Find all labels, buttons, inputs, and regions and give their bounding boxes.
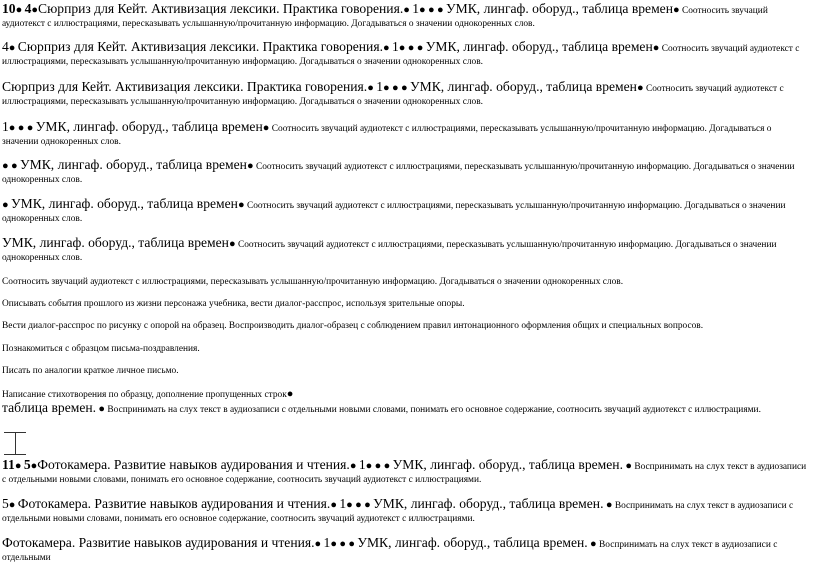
bullet: ●	[383, 460, 391, 472]
bullet: ●	[2, 199, 9, 211]
bullet: ●	[400, 82, 408, 94]
bullet: ●	[11, 160, 18, 172]
bullet: ●	[374, 460, 382, 472]
goal-text: Соотносить звучаций аудиотекст с иллюстрациями, пересказывать услышанную/прочитанную информацию. Догадываться о значении однокоренных слов.	[2, 240, 777, 263]
line-4	[2, 120, 810, 149]
goal-text: Соотносить звучаций аудиотекст с иллюстрациями, пересказывать услышанную/прочитанную информацию. Догадываться о значении однокоренных слов.	[2, 44, 800, 67]
bullet: ●	[2, 160, 9, 172]
bullet: ●	[672, 4, 680, 16]
goal-text: Соотносить звучаций аудиотекст с иллюстрациями, пересказывать услышанную/прочитанную информацию. Догадываться о значении однокоренных слов.	[2, 162, 795, 185]
bullet: ●	[391, 82, 399, 94]
goal-text: Соотносить звучаций аудиотекст с иллюстрациями, пересказывать услышанную/прочитанную информацию. Догадываться о значении однокоренных слов.	[2, 277, 624, 287]
bullet: ●	[382, 42, 390, 54]
lesson-topic: Фотокамера. Развитие навыков аудирования и чтения.	[2, 535, 315, 550]
bullet: ●	[365, 460, 373, 472]
bullet: ●	[416, 42, 424, 54]
line-16	[2, 497, 810, 526]
equipment: УМК, лингаф. оборуд., таблица времен	[20, 157, 247, 172]
bullet: ●	[590, 538, 597, 550]
lesson-number: 11	[2, 457, 15, 472]
goal-text: Соотносить звучаций аудиотекст с иллюстрациями, пересказывать услышанную/прочитанную информацию. Догадываться о значении однокоренных слов.	[2, 6, 768, 29]
line-8	[2, 276, 810, 289]
lesson-sub-number: 4	[2, 39, 9, 54]
bullet: ●	[419, 4, 426, 16]
line-10	[2, 320, 810, 333]
bullet: ●	[437, 4, 444, 16]
bullet: ●	[14, 460, 22, 472]
goal-text: Соотносить звучаций аудиотекст с иллюстрациями, пересказывать услышанную/прочитанную информацию. Догадываться о значении однокоренных слов.	[2, 124, 772, 147]
bullet: ●	[286, 388, 294, 400]
hours: 1	[391, 39, 399, 54]
bullet: ●	[15, 4, 23, 16]
bullet: ●	[364, 499, 371, 511]
lesson-sub-number: 5	[23, 457, 31, 472]
goal-text: Воспринимать на слух текст в аудиозаписи с отдельными	[2, 540, 778, 563]
bullet: ●	[605, 499, 613, 511]
equipment: таблица времен.	[2, 400, 97, 415]
equipment: УМК, лингаф. оборуд., таблица времен.	[357, 535, 588, 550]
line-9	[2, 298, 810, 311]
bullet: ●	[625, 460, 632, 472]
bullet: ●	[428, 4, 435, 16]
lesson-topic: Сюрприз для Кейт. Активизация лексики. Практика говорения.	[17, 39, 383, 54]
line-1	[2, 2, 810, 31]
goal-text: Вести диалог-расспрос по рисунку с опорой на образец. Воспроизводить диалог-образец с соблюдением правил интонационного оформления общих и специальных вопросов.	[2, 321, 704, 331]
hours: 1	[412, 1, 420, 16]
line-2	[2, 40, 810, 69]
bullet: ●	[330, 538, 337, 550]
bullet: ●	[31, 4, 39, 16]
lesson-sub-number: 4	[24, 1, 32, 16]
goal-text: Воспринимать на слух текст в аудиозаписи с отдельными новыми словами, понимать его основное содержание, соотносить звучаций аудиотекст с иллюстрациями.	[2, 501, 794, 524]
line-15	[2, 458, 810, 487]
goal-text: Соотносить звучаций аудиотекст с иллюстрациями, пересказывать услышанную/прочитанную информацию. Догадываться о значении однокоренных слов.	[2, 84, 784, 107]
bullet: ●	[349, 460, 357, 472]
bullet: ●	[339, 538, 346, 550]
hours: 1	[376, 79, 383, 94]
equipment: УМК, лингаф. оборуд., таблица времен.	[392, 457, 623, 472]
equipment: УМК, лингаф. оборуд., таблица времен.	[373, 496, 604, 511]
line-11	[2, 343, 810, 356]
bullet: ●	[30, 460, 38, 472]
bullet: ●	[228, 238, 236, 250]
goal-text: Писать по аналогии краткое личное письмо.	[2, 366, 179, 376]
goal-text: Соотносить звучаций аудиотекст с иллюстрациями, пересказывать услышанную/прочитанную информацию. Догадываться о значении однокоренных слов.	[2, 201, 786, 224]
line-5	[2, 158, 810, 187]
goal-text: Описывать события прошлого из жизни персонажа учебника, вести диалог-расспрос, используя зрительные опоры.	[2, 299, 465, 309]
bullet: ●	[346, 499, 353, 511]
equipment: УМК, лингаф. оборуд., таблица времен	[425, 39, 653, 54]
line-3	[2, 80, 810, 109]
bullet: ●	[262, 122, 270, 134]
bullet: ●	[636, 82, 644, 94]
table-cell-marker	[4, 432, 26, 456]
hours: 1	[358, 457, 366, 472]
bullet: ●	[407, 42, 415, 54]
goal-text: Воспринимать на слух текст в аудиозаписи с отдельными новыми словами, понимать его основное содержание, соотносить звучаций аудиотекст с иллюстрациями.	[107, 405, 761, 415]
line-7	[2, 236, 810, 265]
bullet: ●	[330, 499, 337, 511]
bullet: ●	[355, 499, 362, 511]
lesson-topic: Фотокамера. Развитие навыков аудирования и чтения.	[17, 496, 331, 511]
lesson-topic: Сюрприз для Кейт. Активизация лексики. Практика говорения.	[2, 79, 368, 94]
hours: 1	[2, 119, 9, 134]
line-13	[2, 388, 810, 402]
bullet: ●	[652, 42, 660, 54]
lesson-topic: Сюрприз для Кейт. Активизация лексики. Практика говорения.	[38, 1, 404, 16]
bullet: ●	[348, 538, 355, 550]
bullet: ●	[8, 42, 16, 54]
bullet: ●	[98, 403, 106, 415]
hours: 1	[323, 535, 331, 550]
lesson-topic: Фотокамера. Развитие навыков аудирования и чтения.	[37, 457, 350, 472]
lesson-number: 10	[2, 1, 16, 16]
bullet: ●	[367, 82, 374, 94]
bullet: ●	[8, 122, 16, 134]
line-6	[2, 197, 810, 226]
bullet: ●	[26, 122, 34, 134]
bullet: ●	[382, 82, 390, 94]
equipment: УМК, лингаф. оборуд., таблица времен	[446, 1, 673, 16]
hours: 1	[339, 496, 347, 511]
goal-text: Познакомиться с образцом письма-поздравления.	[2, 344, 200, 354]
goal-text: Воспринимать на слух текст в аудиозаписи с отдельными новыми словами, понимать его основное содержание, соотносить звучаций аудиотекст с иллюстрациями.	[2, 462, 807, 485]
equipment: УМК, лингаф. оборуд., таблица времен	[409, 79, 637, 94]
bullet: ●	[246, 160, 254, 172]
bullet: ●	[8, 499, 16, 511]
bullet: ●	[17, 122, 25, 134]
lesson-sub-number: 5	[2, 496, 9, 511]
goal-text: Написание стихотворения по образцу, дополнение пропущенных строк	[2, 390, 287, 400]
bullet: ●	[237, 199, 245, 211]
equipment: УМК, лингаф. оборуд., таблица времен	[35, 119, 263, 134]
bullet: ●	[403, 4, 410, 16]
bullet: ●	[314, 538, 322, 550]
equipment: УМК, лингаф. оборуд., таблица времен	[2, 235, 229, 250]
line-12	[2, 365, 810, 378]
line-14	[2, 401, 810, 417]
equipment: УМК, лингаф. оборуд., таблица времен	[11, 196, 238, 211]
bullet: ●	[398, 42, 406, 54]
